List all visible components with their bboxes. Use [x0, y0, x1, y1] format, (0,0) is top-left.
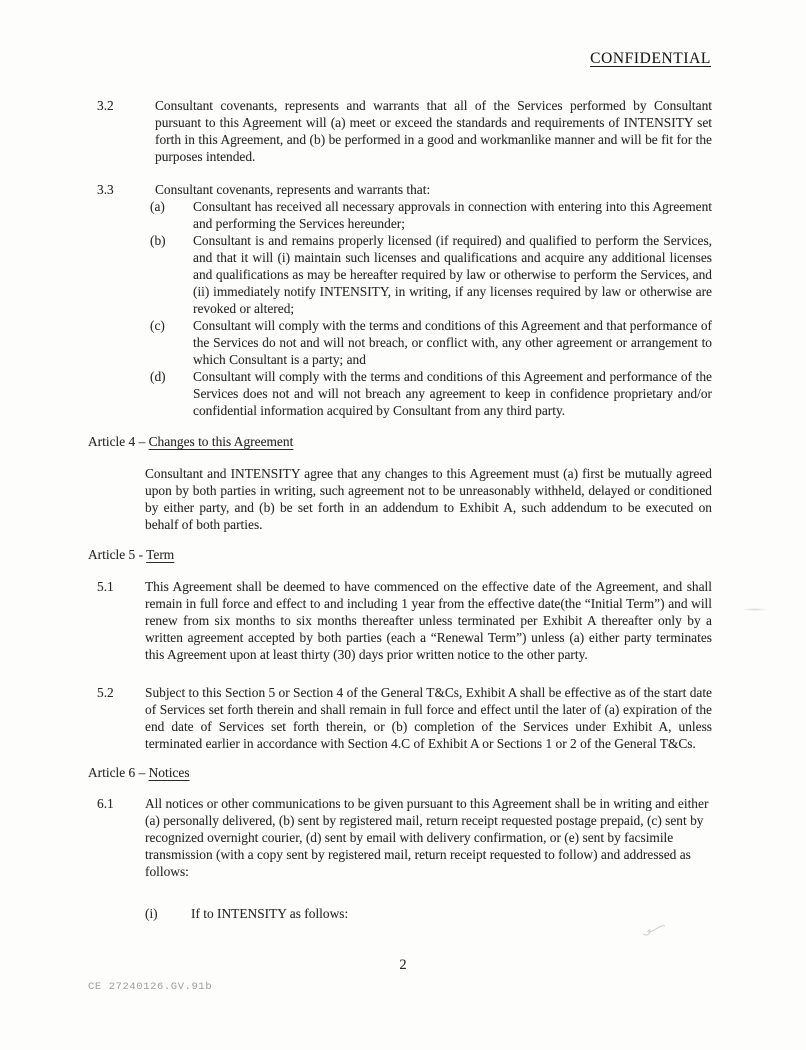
clause-b-label: (b) — [150, 233, 166, 248]
section-5-1-text: This Agreement shall be deemed to have commenced on the effective date of the Agreement, and shall remain in full force and effect to and including 1 year from the effective date(the “Initial Term”) and will renew from six months to six months thereafter unless terminated per Exhibit A thereafter only by a written agreement accepted by both parties (each a “Renewal Term”) unless (a) either party terminates this Agreement upon at least thirty (30) days prior written notice to the other party. — [145, 579, 712, 662]
confidential-stamp: CONFIDENTIAL — [590, 50, 711, 67]
clause-b — [150, 232, 712, 317]
section-3-3 — [88, 181, 712, 198]
notice-item-i — [145, 905, 712, 922]
section-3-3-number: 3.3 — [97, 182, 114, 197]
section-3-2-number: 3.2 — [97, 98, 114, 113]
section-3-2-text: Consultant covenants, represents and warrants that all of the Services performed by Consultant pursuant to this Agreement will (a) meet or exceed the standards and requirements of INTENSITY set forth in this Agreement, and (b) be performed in a good and workmanlike manner and will be fit for the purposes intended. — [155, 98, 712, 164]
clause-b-text: Consultant is and remains properly licensed (if required) and qualified to perform the Services, and that it will (i) maintain such licenses and qualifications and acquire any additional licenses and qualifications as may be hereafter required by law or otherwise to perform the Services, and (ii) immediately notify INTENSITY, in writing, if any licenses required by law or otherwise are revoked or altered; — [193, 233, 712, 316]
notice-item-i-label: (i) — [145, 906, 158, 921]
article-5-heading — [88, 546, 712, 563]
article-4-prefix: Article 4 – — [88, 434, 149, 449]
section-6-1-number: 6.1 — [97, 796, 114, 811]
article-5-prefix: Article 5 - — [88, 547, 147, 562]
article-4-heading — [88, 433, 712, 450]
section-3-2 — [88, 97, 712, 165]
notice-item-i-text: If to INTENSITY as follows: — [191, 906, 349, 921]
clause-d-text: Consultant will comply with the terms and conditions of this Agreement and performance of the Services does not and will not breach any agreement to keep in confidence proprietary and/or confidential information acquired by Consultant from any third party. — [193, 369, 712, 418]
document-code: CE 27240126.GV.91b — [88, 981, 213, 993]
article-5-title: Term — [146, 547, 175, 562]
clause-c-text: Consultant will comply with the terms and conditions of this Agreement and that performance of the Services do not and will not breach, or conflict with, any other agreement or arrangement to which Consultant is a party; and — [193, 318, 712, 367]
article-6-heading — [88, 764, 712, 781]
clause-d-label: (d) — [150, 369, 166, 384]
section-3-3-intro: Consultant covenants, represents and warrants that: — [155, 182, 431, 197]
article-6-title: Notices — [148, 765, 190, 780]
clause-a-text: Consultant has received all necessary approvals in connection with entering into this Agreement and performing the Services hereunder; — [193, 199, 712, 231]
article-4-title: Changes to this Agreement — [148, 434, 294, 449]
section-5-2-number: 5.2 — [97, 685, 114, 700]
section-5-1-number: 5.1 — [97, 579, 114, 594]
document-body — [88, 97, 712, 922]
article-6-prefix: Article 6 – — [88, 765, 149, 780]
pen-mark — [640, 918, 674, 940]
section-6-1 — [88, 795, 712, 880]
section-5-2-text: Subject to this Section 5 or Section 4 of the General T&Cs, Exhibit A shall be effective as of the start date of Services set forth therein and shall remain in full force and effect until the later of (a) expiration of the end date of Services set forth therein, or (b) completion of the Services under Exhibit A, unless terminated earlier in accordance with Section 4.C of Exhibit A or Sections 1 or 2 of the General T&Cs. — [145, 685, 712, 751]
section-6-1-text: All notices or other communications to be given pursuant to this Agreement shall be in writing and either (a) personally delivered, (b) sent by registered mail, return receipt requested postage prepaid, (c) sent by recognized overnight courier, (d) sent by email with delivery confirmation, or (e) sent by facsimile transmission (with a copy sent by registered mail, return receipt requested to follow) and addressed as follows: — [145, 796, 709, 879]
section-5-1 — [88, 578, 712, 663]
section-5-2 — [88, 684, 712, 752]
scan-speck — [742, 608, 768, 611]
clause-d — [150, 368, 712, 419]
clause-c — [150, 317, 712, 368]
clause-c-label: (c) — [150, 318, 165, 333]
article-4-paragraph: Consultant and INTENSITY agree that any changes to this Agreement must (a) first be mutually agreed upon by both parties in writing, such agreement not to be unreasonably withheld, delayed or conditioned by either party, and (b) be set forth in an addendum to Exhibit A, such addendum to be executed on behalf of both parties. — [145, 466, 712, 532]
clause-a-label: (a) — [150, 199, 165, 214]
page-number: 2 — [399, 957, 407, 973]
clause-a — [150, 198, 712, 232]
